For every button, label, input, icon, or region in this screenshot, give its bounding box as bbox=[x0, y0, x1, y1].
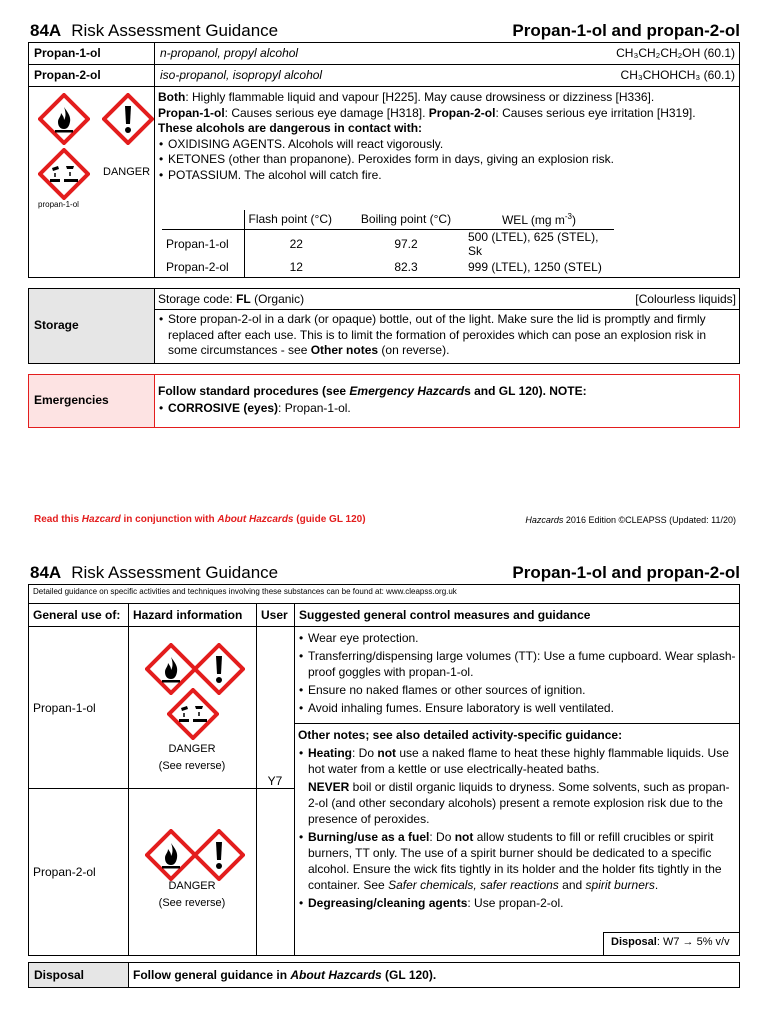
storage-code: Storage code: FL (Organic) bbox=[158, 292, 305, 306]
list-item: • Transferring/dispensing large volumes (TT): Use a fume cupboard. Wear splash-proof goggles with propan-1-ol. bbox=[298, 648, 736, 680]
storage-text: • Store propan-2-ol in a dark (or opaque) bottle, out of the light. Make sure the lid is promptly and firmly replaced after each use. This is to limit the formation of peroxides which can pose an explosion risk in some circumstances - see Other notes (on reverse). bbox=[158, 312, 736, 359]
table-row: Propan-1-ol 22 97.2 500 (LTEL), 625 (STEL), Sk bbox=[166, 229, 599, 258]
use-propan-1-ol: Propan-1-ol bbox=[33, 701, 96, 715]
flammable-pictogram-icon bbox=[145, 829, 197, 881]
list-item: • Degreasing/cleaning agents: Use propan-2-ol. bbox=[298, 895, 736, 911]
row-synonyms: iso-propanol, isopropyl alcohol bbox=[160, 68, 323, 82]
pictogram-caption: propan-1-ol bbox=[38, 200, 79, 209]
other-notes-heading: Other notes; see also detailed activity-specific guidance: bbox=[298, 728, 623, 742]
row-name: Propan-1-ol bbox=[34, 46, 101, 60]
page-title: Risk Assessment Guidance bbox=[71, 563, 279, 582]
guidance-text bbox=[298, 630, 736, 716]
exclamation-pictogram-icon bbox=[193, 829, 245, 881]
disposal-text: Follow general guidance in About Hazcards (GL 120). bbox=[133, 968, 437, 982]
emergencies-label: Emergencies bbox=[34, 393, 109, 407]
footer-note: Read this Hazcard in conjunction with About Hazcards (guide GL 120) bbox=[34, 514, 366, 525]
corrosive-pictogram-icon bbox=[38, 148, 90, 200]
hazard-statements: Both: Highly flammable liquid and vapour [H225]. May cause drowsiness or dizziness [H336]. Propan-1-ol: Causes serious eye damage [H318]. Propan-2-ol: Causes serious eye irritation [H319]. These alcohols are dangerous in contact with: • OXIDISING AGENTS. Alcohols will react vigorously. • KETONES (other than propanone). Peroxides form in days, giving an explosion risk. • POTASSIUM. The alcohol will catch fire. bbox=[158, 90, 736, 183]
contact-heading: These alcohols are dangerous in contact with: bbox=[158, 121, 423, 135]
use-propan-2-ol: Propan-2-ol bbox=[33, 865, 96, 879]
see-reverse: (See reverse) bbox=[158, 760, 226, 772]
table-row: Propan-2-ol 12 82.3 999 (LTEL), 1250 (STEL) bbox=[162, 258, 614, 277]
corrosive-pictogram-icon bbox=[167, 688, 219, 740]
danger-signal-word: DANGER bbox=[103, 166, 151, 178]
danger-signal-word: DANGER bbox=[168, 743, 216, 755]
properties-table: Flash point (°C) Boiling point (°C) WEL (mg $m^{-3}$) Propan-1-ol 22 97.2 500 (LTEL), 625 (STEL), Sk Propan-2-ol 12 82.3 999 (LTEL), 1250 (STEL) bbox=[162, 210, 614, 277]
flammable-pictogram-icon bbox=[38, 93, 90, 145]
row-formula: CH₃CHOHCH₃ (60.1) bbox=[620, 68, 735, 82]
user-code: Y7 bbox=[267, 774, 283, 788]
footer-edition: Hazcards 2016 Edition ©CLEAPSS (Updated: 11/20) bbox=[525, 515, 736, 525]
card-code: 84A bbox=[30, 21, 62, 40]
disposal-label: Disposal bbox=[34, 968, 85, 982]
card-code: 84A bbox=[30, 563, 62, 582]
row-synonyms: n-propanol, propyl alcohol bbox=[160, 46, 299, 60]
substance-title: Propan-1-ol and propan-2-ol bbox=[512, 21, 740, 40]
list-item: • OXIDISING AGENTS. Alcohols will react vigorously. bbox=[158, 137, 736, 153]
header-hazard: Hazard information bbox=[133, 608, 243, 622]
see-reverse: (See reverse) bbox=[158, 897, 226, 909]
list-item: • Heating: Do not use a naked flame to heat these highly flammable liquids. Use hot water from a kettle or use electrically-heated baths. bbox=[298, 745, 736, 777]
emergencies-text: Follow standard procedures (see Emergency Hazcards and GL 120). NOTE: • CORROSIVE (eyes): Propan-1-ol. bbox=[158, 383, 736, 417]
never-note: NEVER boil or distil organic liquids to dryness. Some solvents, such as propan-2-ol (and other secondary alcohols) present a remote explosion risk due to the presence of peroxides. bbox=[308, 780, 730, 826]
substance-title: Propan-1-ol and propan-2-ol bbox=[512, 563, 740, 582]
row-formula: CH₃CH₂CH₂OH (60.1) bbox=[616, 46, 735, 60]
page-title: Risk Assessment Guidance bbox=[71, 21, 279, 40]
disposal-code: Disposal: W7 → 5% v/v bbox=[611, 936, 730, 948]
page2-header bbox=[30, 559, 740, 583]
list-item: • POTASSIUM. The alcohol will catch fire. bbox=[158, 168, 736, 184]
list-item: • Burning/use as a fuel: Do not allow students to fill or refill crucibles or spirit burners, TT only. The use of a spirit burner should be dedicated to a specific alcohol. Ensure the wick fits tightly in its holder and the holder fits tightly in the container. See Safer chemicals, safer reactions and spirit burners. bbox=[298, 829, 736, 893]
header-use: General use of: bbox=[33, 608, 121, 622]
list-item: • Ensure no naked flames or other sources of ignition. bbox=[298, 682, 736, 698]
contact-list bbox=[158, 137, 736, 184]
other-notes bbox=[298, 727, 736, 911]
page1-header bbox=[30, 17, 740, 41]
storage-label: Storage bbox=[34, 318, 79, 332]
header-guidance: Suggested general control measures and guidance bbox=[299, 608, 591, 622]
header-user: User bbox=[261, 608, 288, 622]
danger-signal-word: DANGER bbox=[168, 880, 216, 892]
intro-text: Detailed guidance on specific activities and techniques involving these substances can be found at: www.cleapss.org.uk bbox=[33, 587, 457, 596]
list-item: • Avoid inhaling fumes. Ensure laboratory is well ventilated. bbox=[298, 700, 736, 716]
storage-category: [Colourless liquids] bbox=[635, 292, 736, 306]
exclamation-pictogram-icon bbox=[102, 93, 154, 145]
row-name: Propan-2-ol bbox=[34, 68, 101, 82]
list-item: • Wear eye protection. bbox=[298, 630, 736, 646]
list-item: • KETONES (other than propanone). Peroxides form in days, giving an explosion risk. bbox=[158, 152, 736, 168]
